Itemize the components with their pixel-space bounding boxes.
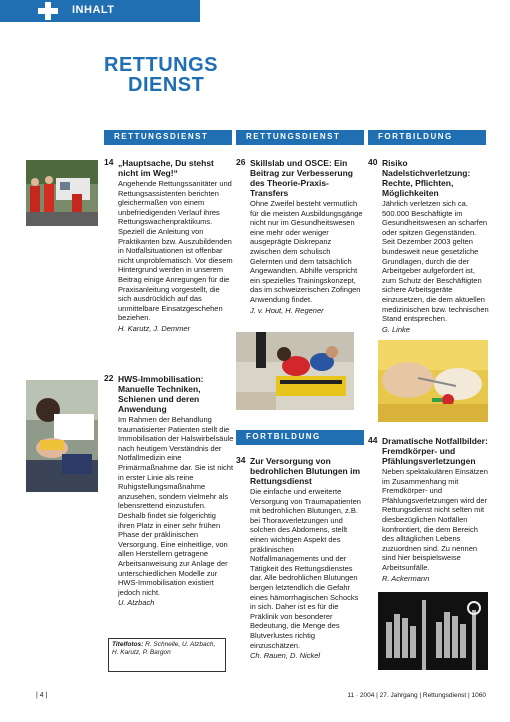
article-teaser: Neben spektakulären Einsätzen im Zusammenhang mit Fremdkörper- und Pfählungsverletzungen wird der Rettungsdienst nicht selten mit diesbezüglichen Notfällen konfrontiert, die dem Bereich des alltäglichen Lebens zuzuordnen sind. Zu nennen sind hier beispielsweise Arbeitsunfälle. [382, 467, 488, 572]
article-author: U. Atzbach [118, 598, 155, 608]
article-40[interactable] [368, 158, 490, 334]
column-header-rettungsdienst-1: RETTUNGSDIENST [104, 130, 232, 145]
article-teaser: Im Rahmen der Behandlung traumatisierter Patienten stellt die Immobilisation der Halswirbelsäule nach heutigem Verständnis der Notfallmedizin eine Primärmaßnahme dar. Sie ist nicht in erster Linie als reine Ruhigstellungsmaßnahme anzusehen, sondern vielmehr als lebensrettend einzustufen. Deshalb findet sie folgerichtig ihren Platz in einer sehr frühen Phase der präklinischen Versorgung. Eine einheitlige, von allen Herstellern getragene Arbeitsanweisung zur Anlage der unterschiedlichen Modelle zur HWS-Immobilisation existiert jedoch nicht. [118, 415, 234, 597]
column-header-fortbildung-2: FORTBILDUNG [236, 430, 364, 445]
article-number: 40 [368, 157, 378, 167]
photo-xray-hands [378, 592, 488, 670]
article-22[interactable] [104, 374, 234, 608]
article-teaser: Ohne Zweifel besteht vermutlich für die meisten Ausbildungsgänge nicht nur im Gesundheitswesen eine mehr oder weniger ausgeprägte Diskrepanz zwischen dem schulisch Gelernten und dem tatsächlich Angewandten. Abhilfe verspricht ein spezielles Trainingskonzept, das im schweizerischen Zofingen Anwendung findet. [250, 199, 363, 304]
column-header-fortbildung: FORTBILDUNG [368, 130, 486, 145]
column-header-rettungsdienst-2: RETTUNGSDIENST [236, 130, 364, 145]
page-number: | 4 | [36, 692, 48, 699]
article-title[interactable]: Dramatische Notfallbilder: Fremdkörper- und Pfählungsverletzungen [382, 436, 488, 466]
photo-skillslab-training [236, 332, 354, 410]
article-14[interactable] [104, 158, 234, 334]
article-number: 44 [368, 435, 378, 445]
article-author: G. Linke [382, 324, 410, 334]
credits-label: Titelfotos: [112, 641, 144, 648]
article-34[interactable] [236, 456, 364, 661]
article-title[interactable]: „Hauptsache, Du stehst nicht im Weg!“ [118, 158, 214, 178]
article-teaser: Jährlich verletzen sich ca. 500.000 Beschäftigte im Gesundheitswesen an scharfen oder spitzen Gegenständen. Seit Dezember 2003 gelten bundesweit neue gesetzliche Grundlagen, durch die der Arbeitgeber aufgefordert ist, zum Schutz der Beschäftigten sichere Arbeitsgeräte einzusetzen, die dem aktuellen medizinischen bzw. technischen Stand entsprechen. [382, 199, 489, 324]
article-author: J. v. Hout, H. Regener [250, 305, 324, 315]
article-44[interactable] [368, 436, 490, 583]
photo-accident-scene [26, 160, 98, 226]
magazine-logo [104, 54, 224, 100]
article-author: H. Karutz, J. Demmer [118, 323, 191, 333]
article-number: 26 [236, 157, 246, 167]
article-number: 22 [104, 373, 114, 383]
issue-info: 11 · 2004 | 27. Jahrgang | Rettungsdienst | 1060 [347, 692, 486, 699]
article-teaser: Die einfache und erweiterte Versorgung von Traumapatienten mit bedrohlichen Blutungen, z.B. bei Thoraxverletzungen und solchen des Abdomens, stellt einen wichtigen Aspekt des präklinischen Notfallmanagements und der Tätigkeit des Rettungsdienstes dar. Alle bedrohlichen Blutungen bergen letztendlich die Gefahr eines hämorrhagischen Schocks in sich. Daher ist es für die Präklinik von besonderer Bedeutung, die Menge des Blutverlustes richtig einzuschätzen. [250, 487, 361, 650]
article-author: Ch. Rauen, D. Nickel [250, 651, 321, 661]
credits-names: R. Schnelle, U. Atzbach, H. Karutz, P. Bargon [112, 641, 216, 656]
article-number: 34 [236, 455, 246, 465]
article-title[interactable]: HWS-Immobilisation: Manuelle Techniken, Schienen und deren Anwendung [118, 374, 204, 414]
article-title[interactable]: Zur Versorgung von bedrohlichen Blutungen im Rettungsdienst [250, 456, 361, 486]
photo-needle-injury [378, 340, 488, 422]
logo-line-2: DIENST [128, 74, 205, 96]
article-title[interactable]: Risiko Nadelstichverletzung: Rechte, Pflichten, Möglichkeiten [382, 158, 471, 198]
article-teaser: Angehende Rettungssanitäter und Rettungsassistenten berichten gleichermaßen von einem unbefriedigenden Verlauf ihres Rettungswachenpraktikums. Speziell die Anleitung von Praktikanten bzw. Auszubildenden in Notfallsituationen ist offenbar nicht unproblematisch. Vor diesem Hintergrund werden in unserem Beitrag einige Anregungen für die Praxisanleitung vorgestellt, die sich ausdrücklich auf das unmittelbare Einsatzgeschehen beziehen. [118, 179, 233, 323]
photo-hws-immobilisation [26, 380, 98, 492]
cover-photo-credits [108, 638, 226, 672]
section-label: INHALT [72, 4, 115, 16]
article-author: R. Ackermann [382, 573, 430, 583]
article-title[interactable]: Skillslab und OSCE: Ein Beitrag zur Verbesserung des Theorie-Praxis-Transfers [250, 158, 353, 198]
plus-icon [36, 0, 60, 22]
article-number: 14 [104, 157, 114, 167]
logo-line-1: RETTUNGS [104, 54, 218, 76]
section-header-bar [0, 0, 200, 22]
article-26[interactable] [236, 158, 364, 315]
